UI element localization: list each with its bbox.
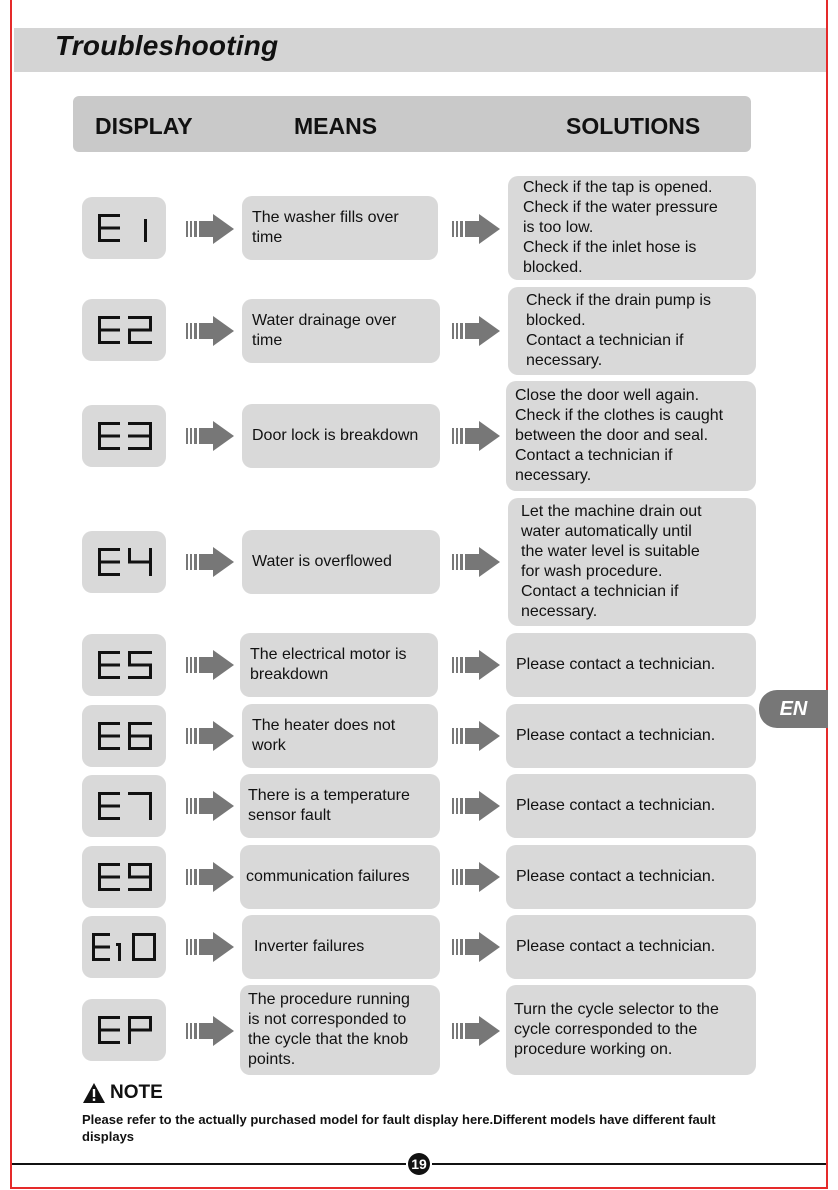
solution-box: Please contact a technician. bbox=[506, 704, 756, 768]
arrow-icon bbox=[186, 1016, 234, 1046]
arrow-icon bbox=[452, 316, 500, 346]
arrow-icon bbox=[186, 650, 234, 680]
fault-code-glyphs bbox=[82, 705, 166, 767]
means-box: The heater does not work bbox=[242, 704, 438, 768]
solution-box: Check if the tap is opened. Check if the water pressure is too low. Check if the inlet hose is blocked. bbox=[508, 176, 756, 280]
page-number: 19 bbox=[408, 1153, 430, 1175]
solution-box: Please contact a technician. bbox=[506, 915, 756, 979]
arrow-icon bbox=[186, 547, 234, 577]
solution-box: Close the door well again. Check if the clothes is caught between the door and seal. Contact a technician if necessary. bbox=[506, 381, 756, 491]
arrow-icon bbox=[452, 791, 500, 821]
arrow-icon bbox=[452, 214, 500, 244]
fault-code-glyphs bbox=[82, 531, 166, 593]
solution-box: Please contact a technician. bbox=[506, 845, 756, 909]
arrow-icon bbox=[186, 316, 234, 346]
arrow-icon bbox=[186, 791, 234, 821]
code-display-e5 bbox=[82, 634, 166, 696]
arrow-icon bbox=[186, 932, 234, 962]
means-box: The electrical motor is breakdown bbox=[240, 633, 438, 697]
arrow-icon bbox=[452, 547, 500, 577]
arrow-icon bbox=[186, 214, 234, 244]
header-solutions: SOLUTIONS bbox=[566, 113, 701, 139]
fault-code-glyphs bbox=[82, 999, 166, 1061]
solution-box: Please contact a technician. bbox=[506, 633, 756, 697]
arrow-icon bbox=[186, 421, 234, 451]
code-display-e6 bbox=[82, 705, 166, 767]
fault-code-glyphs bbox=[82, 405, 166, 467]
arrow-icon bbox=[452, 650, 500, 680]
code-display-e3 bbox=[82, 405, 166, 467]
footer-line-right bbox=[432, 1163, 826, 1165]
code-display-e2 bbox=[82, 299, 166, 361]
fault-code-glyphs bbox=[82, 846, 166, 908]
code-display-e7 bbox=[82, 775, 166, 837]
arrow-icon bbox=[452, 862, 500, 892]
means-box: communication failures bbox=[240, 845, 440, 909]
means-box: There is a temperature sensor fault bbox=[240, 774, 440, 838]
code-display-e10 bbox=[82, 916, 166, 978]
arrow-icon bbox=[452, 932, 500, 962]
code-display-e9 bbox=[82, 846, 166, 908]
arrow-icon bbox=[452, 721, 500, 751]
arrow-icon bbox=[186, 862, 234, 892]
fault-code-glyphs bbox=[82, 775, 166, 837]
solution-box: Please contact a technician. bbox=[506, 774, 756, 838]
warning-icon bbox=[82, 1082, 106, 1104]
fault-code-glyphs bbox=[82, 634, 166, 696]
solution-box: Let the machine drain out water automatically until the water level is suitable for wash procedure. Contact a technician if necessary. bbox=[508, 498, 756, 626]
arrow-icon bbox=[186, 721, 234, 751]
solution-box: Check if the drain pump is blocked. Contact a technician if necessary. bbox=[508, 287, 756, 375]
means-box: Water drainage over time bbox=[242, 299, 440, 363]
code-display-e1 bbox=[82, 197, 166, 259]
note-title: NOTE bbox=[110, 1082, 163, 1103]
solution-box: Turn the cycle selector to the cycle corresponded to the procedure working on. bbox=[506, 985, 756, 1075]
code-display-ep bbox=[82, 999, 166, 1061]
arrow-icon bbox=[452, 1016, 500, 1046]
footer-line-left bbox=[12, 1163, 406, 1165]
fault-code-glyphs bbox=[82, 197, 166, 259]
note-heading bbox=[82, 1082, 163, 1104]
means-box: Water is overflowed bbox=[242, 530, 440, 594]
page-title: Troubleshooting bbox=[55, 30, 279, 61]
means-box: Door lock is breakdown bbox=[242, 404, 440, 468]
note-text: Please refer to the actually purchased model for fault display here.Different models have different fault displays bbox=[82, 1112, 716, 1144]
fault-code-glyphs bbox=[82, 916, 166, 978]
means-box: The washer fills over time bbox=[242, 196, 438, 260]
language-tab: EN bbox=[759, 690, 828, 728]
header-display: DISPLAY bbox=[95, 113, 193, 139]
means-box: The procedure running is not corresponded to the cycle that the knob points. bbox=[240, 985, 440, 1075]
page-frame-bottom bbox=[10, 1187, 828, 1189]
header-means: MEANS bbox=[294, 113, 378, 139]
fault-code-glyphs bbox=[82, 299, 166, 361]
means-box: Inverter failures bbox=[242, 915, 440, 979]
code-display-e4 bbox=[82, 531, 166, 593]
arrow-icon bbox=[452, 421, 500, 451]
